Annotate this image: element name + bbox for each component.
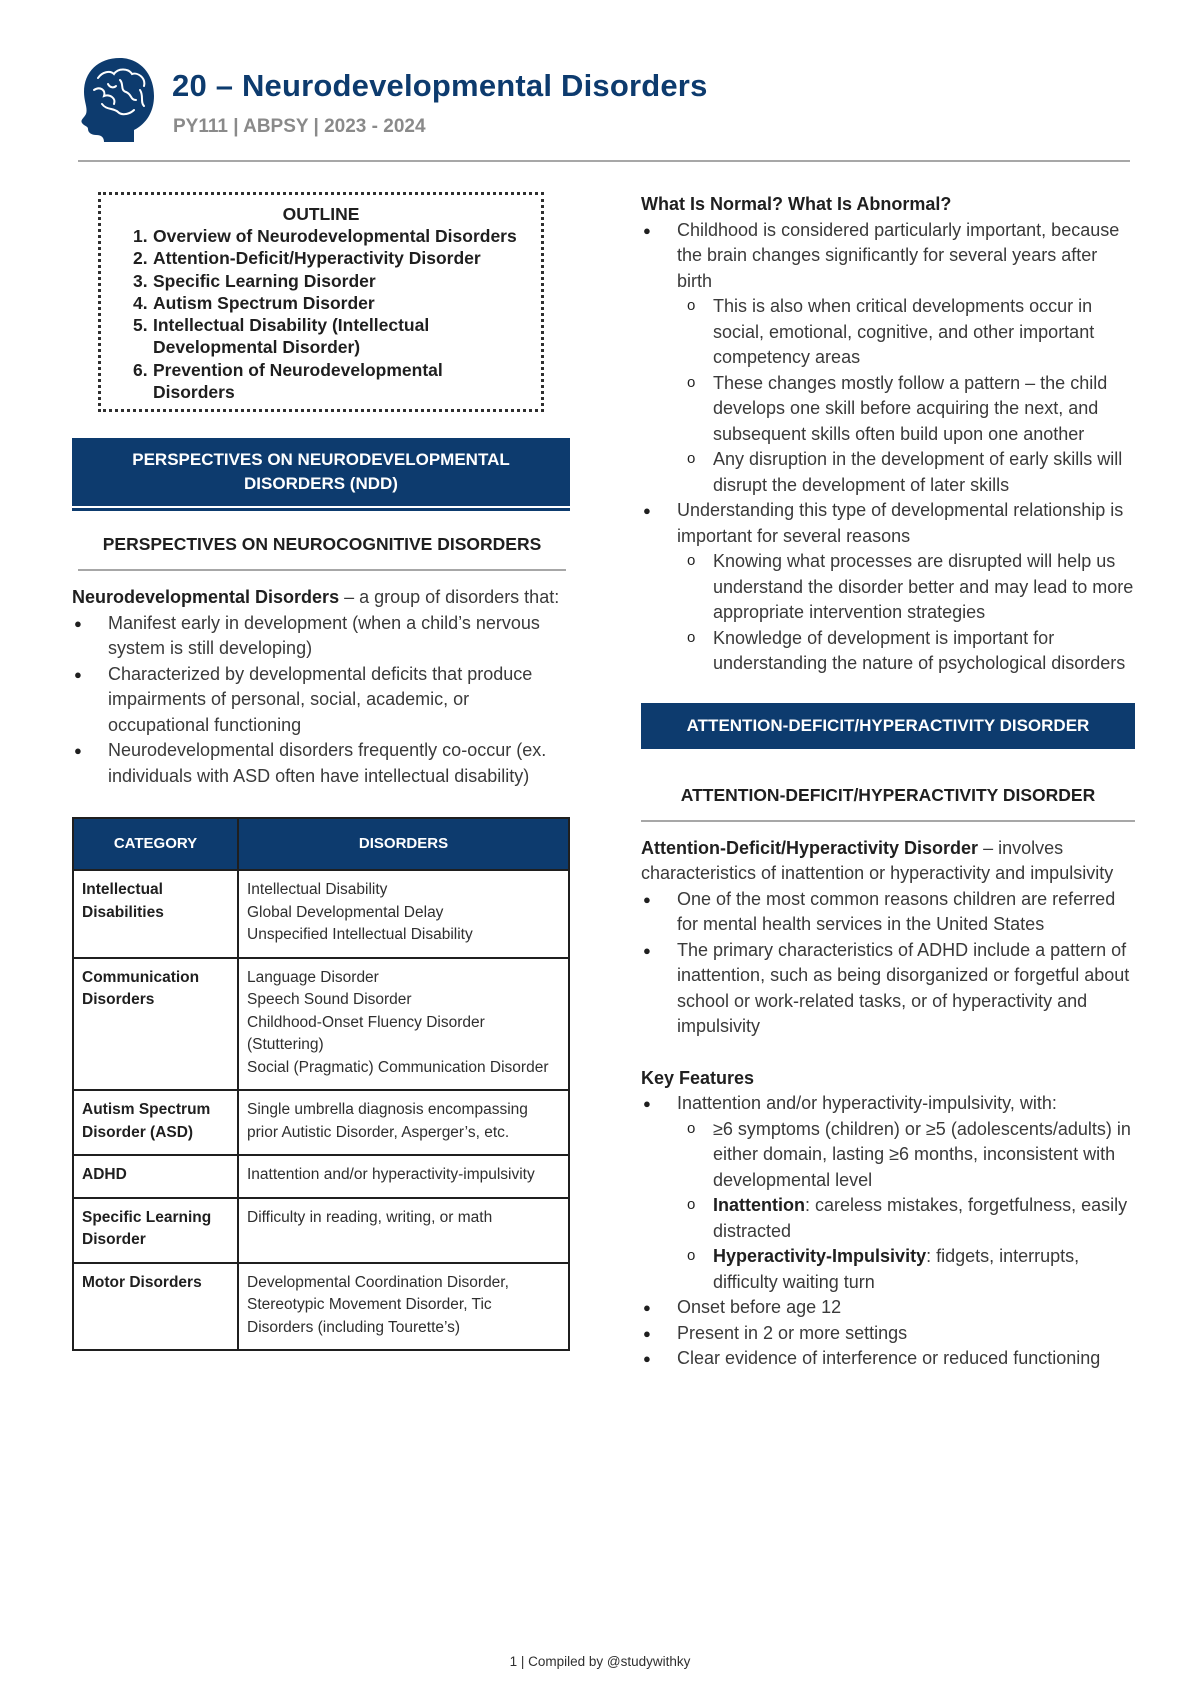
disorder-entry: Social (Pragmatic) Communication Disorder [247,1058,549,1076]
table-cell-category: Communication Disorders [73,958,238,1091]
list-item: ● Clear evidence of interference or reduced functioning [641,1346,1135,1372]
document-subtitle: PY111 | ABPSY | 2023 - 2024 [173,116,426,137]
ndd-definition [72,585,570,611]
outline-item-number: 5. [133,315,148,336]
list-item [641,498,1135,677]
outline-item-text: Prevention of Neurodevelopmental Disorders [153,359,443,403]
definition-text: – a group of disorders that: [339,587,560,608]
list-item-text: Inattention and/or hyperactivity-impulsivity, with: [677,1093,1057,1113]
outline-item [115,247,527,269]
table-cell-category: ADHD [73,1155,238,1198]
left-column [72,192,570,1351]
section-banner-ndd: PERSPECTIVES ON NEURODEVELOPMENTAL DISORDERS (NDD) [72,438,570,508]
definition-term: Attention-Deficit/Hyperactivity Disorder [641,837,979,858]
table-row [73,1155,569,1198]
disorder-entry: Intellectual Disability [247,881,388,899]
definition-term: Neurodevelopmental Disorders [72,587,340,608]
sub-bullet-list [677,294,1135,498]
section-banner-adhd: ATTENTION-DEFICIT/HYPERACTIVITY DISORDER [641,703,1135,749]
outline-item [115,292,527,314]
subsection-heading: ATTENTION-DEFICIT/HYPERACTIVITY DISORDER [641,785,1135,822]
disorder-entry: Childhood-Onset Fluency Disorder (Stuttering) [247,1013,485,1054]
key-features-heading: Key Features [641,1067,755,1088]
ndd-category-table [72,817,570,1351]
list-item: ● Manifest early in development (when a child’s nervous system is still developing) [72,611,570,662]
outline-item-text: Overview of Neurodevelopmental Disorders [153,226,517,246]
table-cell-disorders [238,1263,569,1351]
outline-item [115,225,527,247]
list-item: ● One of the most common reasons children are referred for mental health services in the United States [641,887,1135,938]
disorder-entry: Developmental Coordination Disorder, Stereotypic Movement Disorder, Tic Disorders (including Tourette’s) [247,1273,509,1336]
sub-list-item: o Knowledge of development is important for understanding the nature of psychological disorders [677,626,1135,677]
normal-bullet-list [641,218,1135,677]
document-title: 20 – Neurodevelopmental Disorders [172,68,708,103]
outline-item-number: 3. [133,270,148,291]
right-column [641,192,1135,1372]
outline-title: OUTLINE [282,204,360,224]
outline-item [115,359,527,404]
table-cell-disorders [238,1155,569,1198]
outline-item-number: 6. [133,359,148,380]
sub-bullet-list [677,1117,1135,1296]
disorder-entry: Single umbrella diagnosis encompassing prior Autistic Disorder, Asperger’s, etc. [247,1101,528,1141]
disorder-entry: Inattention and/or hyperactivity-impulsivity [247,1166,535,1184]
list-item-text: Childhood is considered particularly important, because the brain changes significantly for several years after birth [677,219,1120,291]
outline-item-text: Specific Learning Disorder [153,270,376,291]
feature-text: : careless mistakes, forgetfulness, easily distracted [713,1195,1128,1241]
sub-list-item [677,1193,1135,1244]
sub-list-item: o ≥6 symptoms (children) or ≥5 (adolescents/adults) in either domain, lasting ≥6 months, inconsistent with developmental level [677,1117,1135,1194]
header-divider [78,160,1130,162]
sub-bullet-list [677,549,1135,677]
normal-abnormal-heading: What Is Normal? What Is Abnormal? [641,194,952,214]
list-item: ● The primary characteristics of ADHD include a pattern of inattention, such as being disorganized or forgetful about school or work-related tasks, or of hyperactivity and impulsivity [641,938,1135,1040]
table-row [73,1263,569,1351]
key-features-list [641,1091,1135,1372]
disorder-entry: Language Disorder [247,968,379,986]
disorder-entry: Speech Sound Disorder [247,991,412,1009]
table-row [73,958,569,1091]
outline-box [98,192,544,412]
table-header-row [73,818,569,870]
sub-list-item: o These changes mostly follow a pattern – the child develops one skill before acquiring the next, and subsequent skills often build upon one another [677,371,1135,448]
page-footer: 1 | Compiled by @studywithky [509,1654,691,1669]
table-cell-category: Intellectual Disabilities [73,870,238,958]
table-row [73,1090,569,1155]
table-row [73,870,569,958]
sub-list-item: o Knowing what processes are disrupted will help us understand the disorder better and may lead to more appropriate intervention strategies [677,549,1135,626]
disorder-entry: Difficulty in reading, writing, or math [247,1208,493,1226]
sub-list-item: o This is also when critical developments occur in social, emotional, cognitive, and other important competency areas [677,294,1135,371]
outline-item-text: Autism Spectrum Disorder [153,292,375,313]
feature-term: Hyperactivity-Impulsivity [713,1246,927,1266]
adhd-bullet-list [641,887,1135,1040]
outline-item [115,314,527,359]
sub-list-item: o Any disruption in the development of early skills will disrupt the development of later skills [677,447,1135,498]
disorder-entry: Global Developmental Delay [247,903,444,921]
list-item [641,1091,1135,1295]
disorder-entry: Unspecified Intellectual Disability [247,926,473,944]
brain-head-icon [80,56,158,142]
list-item: ● Present in 2 or more settings [641,1321,1135,1347]
table-cell-disorders [238,870,569,958]
table-header-disorders: DISORDERS [238,818,569,870]
outline-item-text: Intellectual Disability (Intellectual Developmental Disorder) [153,315,430,358]
table-cell-disorders [238,1198,569,1263]
list-item: ● Onset before age 12 [641,1295,1135,1321]
list-item: ● Neurodevelopmental disorders frequently co-occur (ex. individuals with ASD often have intellectual disability) [72,738,570,789]
list-item: ● Characterized by developmental deficits that produce impairments of personal, social, academic, or occupational functioning [72,662,570,739]
outline-item [115,270,527,292]
feature-term: Inattention [713,1195,805,1215]
table-cell-disorders [238,1090,569,1155]
list-item [641,218,1135,499]
table-cell-disorders [238,958,569,1091]
subsection-heading: PERSPECTIVES ON NEUROCOGNITIVE DISORDERS [78,534,566,571]
table-cell-category: Autism Spectrum Disorder (ASD) [73,1090,238,1155]
ndd-bullet-list [72,611,570,790]
table-cell-category: Specific Learning Disorder [73,1198,238,1263]
outline-item-text: Attention-Deficit/Hyperactivity Disorder [153,248,481,269]
outline-item-number: 2. [133,248,148,269]
outline-list [115,225,527,403]
table-row [73,1198,569,1263]
definition-text: – involves characteristics of inattention or hyperactivity and impulsivity [641,837,1114,883]
feature-text: : fidgets, interrupts, difficulty waiting turn [713,1246,1080,1292]
table-header-category: CATEGORY [73,818,238,870]
table-cell-category: Motor Disorders [73,1263,238,1351]
outline-item-number: 4. [133,292,148,313]
list-item-text: Understanding this type of developmental relationship is important for several reasons [677,500,1124,546]
adhd-definition [641,836,1135,887]
sub-list-item [677,1244,1135,1295]
outline-item-number: 1. [133,226,148,246]
